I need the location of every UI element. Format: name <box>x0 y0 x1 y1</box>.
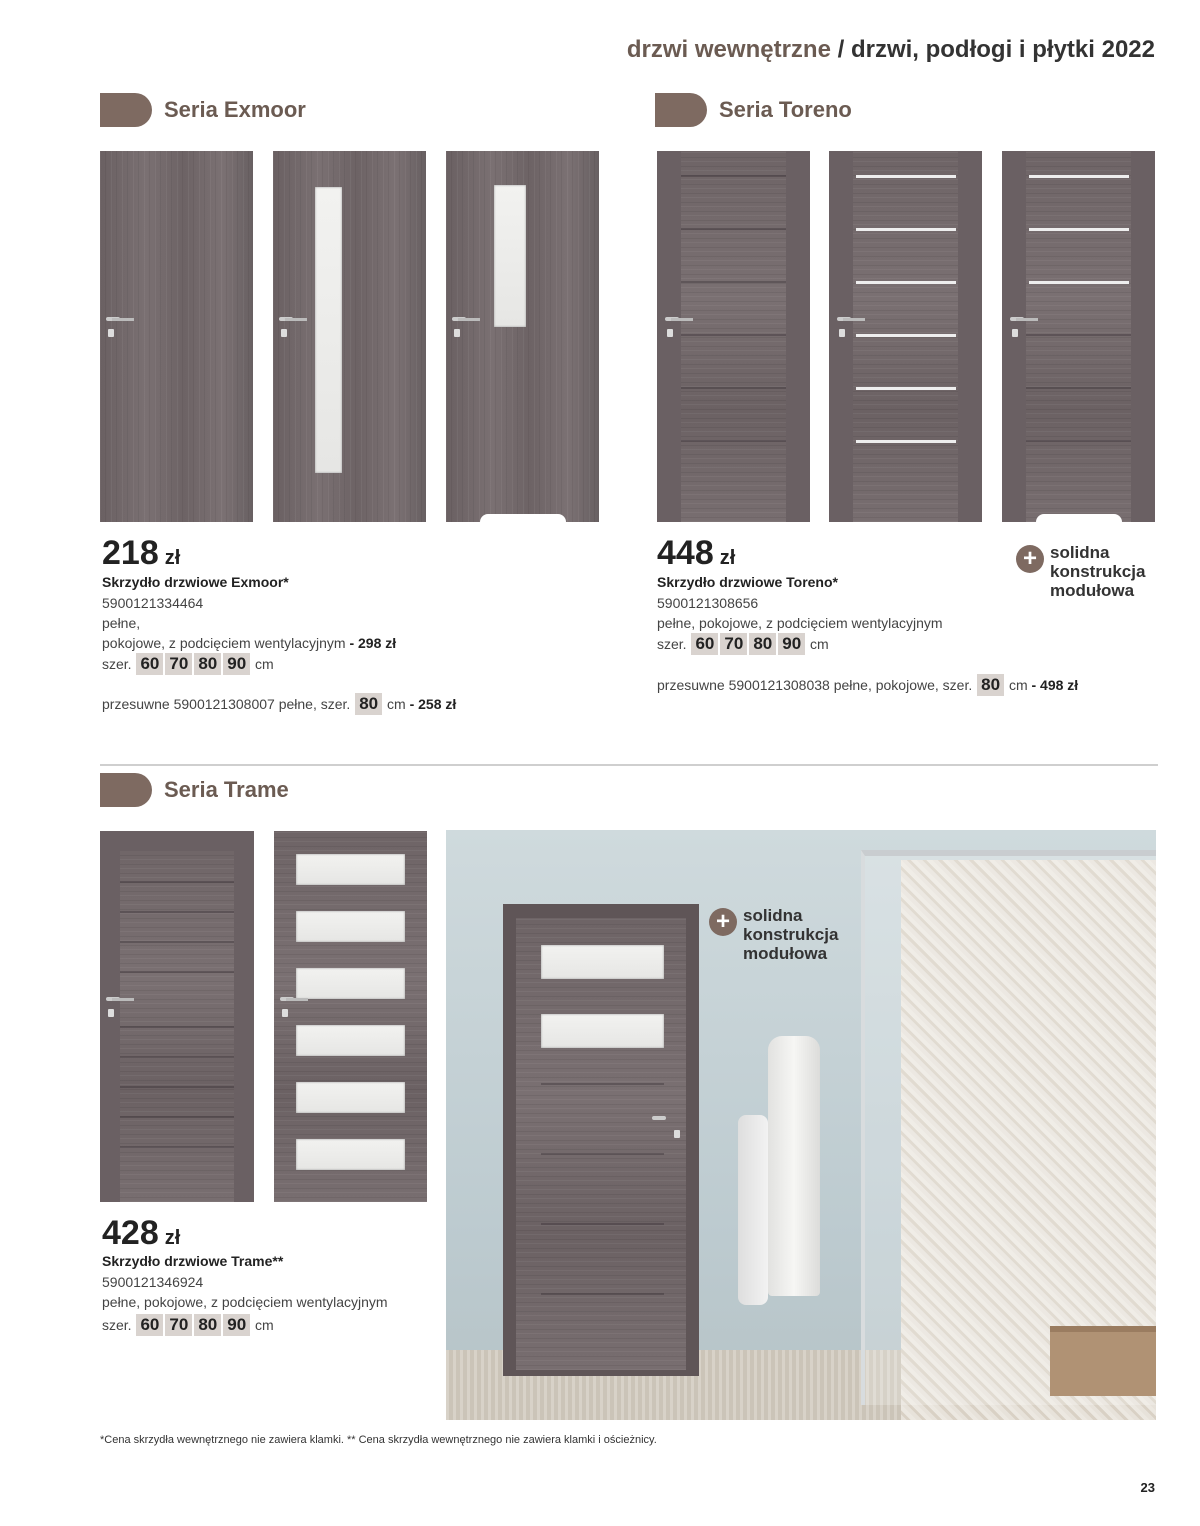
size-option: 60 <box>691 633 718 655</box>
door-trame-solid[interactable] <box>100 831 254 1202</box>
door-exmoor-solid[interactable] <box>100 151 253 522</box>
series-trame-heading <box>100 773 289 807</box>
toreno-variant: pełne, pokojowe, z podcięciem wentylacyjnym <box>657 615 943 631</box>
door-toreno-glass-strips[interactable] <box>829 151 982 522</box>
photo-wooden-stool <box>1050 1326 1156 1396</box>
page-number: 23 <box>1140 1480 1155 1495</box>
exmoor-variant-solid: pełne, <box>102 615 141 631</box>
header-catalog: drzwi, podłogi i płytki 2022 <box>850 36 1155 63</box>
plus-icon: + <box>709 908 737 936</box>
door-exmoor-glass[interactable] <box>273 151 426 522</box>
trame-product-name: Skrzydło drzwiowe Trame** <box>102 1253 284 1269</box>
toreno-sizes: szer. 60 70 80 90 cm <box>657 634 829 653</box>
size-option: 80 <box>194 1314 221 1336</box>
photo-towel <box>738 1115 768 1305</box>
trame-feature-badge: + solidna konstrukcja modułowa <box>709 906 838 963</box>
header-separator: / <box>830 36 851 63</box>
page-header <box>627 36 1155 64</box>
size-option: 80 <box>194 653 221 675</box>
toreno-product-name: Skrzydło drzwiowe Toreno* <box>657 574 838 590</box>
series-title: Seria Toreno <box>719 97 852 122</box>
door-exmoor-glass-sliding[interactable] <box>446 151 599 522</box>
size-option: 70 <box>165 1314 192 1336</box>
trame-sizes: szer. 60 70 80 90 cm <box>102 1315 274 1334</box>
series-tab-marker <box>655 93 707 127</box>
door-trame-glass[interactable] <box>274 831 427 1202</box>
size-option: 90 <box>223 653 250 675</box>
series-tab-marker <box>100 773 152 807</box>
door-toreno-glass-top[interactable] <box>1002 151 1155 522</box>
trame-price: 428 zł <box>102 1214 181 1252</box>
exmoor-price: 218 zł <box>102 534 181 572</box>
door-glass-pane <box>315 187 342 473</box>
series-title: Seria Trame <box>164 777 289 802</box>
toreno-sliding-info: przesuwne 5900121308038 pełne, pokojowe, szer. 80 cm - 498 zł <box>657 675 1079 694</box>
ventilation-undercut <box>1036 514 1122 522</box>
series-toreno-heading <box>655 93 852 127</box>
series-tab-marker <box>100 93 152 127</box>
size-option: 80 <box>749 633 776 655</box>
toreno-ean: 5900121308656 <box>657 595 759 611</box>
exmoor-sizes: szer. 60 70 80 90 cm <box>102 654 274 673</box>
exmoor-product-name: Skrzydło drzwiowe Exmoor* <box>102 574 289 590</box>
exmoor-variant-room: pokojowe, z podcięciem wentylacyjnym - 298 zł <box>102 635 397 651</box>
photo-door-trame <box>516 918 686 1370</box>
size-option: 70 <box>165 653 192 675</box>
photo-bathrobe <box>768 1036 820 1296</box>
toreno-feature-badge: + solidna konstrukcja modułowa <box>1016 543 1145 600</box>
door-toreno-solid[interactable] <box>657 151 810 522</box>
exmoor-sliding-info: przesuwne 5900121308007 pełne, szer. 80 cm - 258 zł <box>102 694 457 713</box>
series-exmoor-heading <box>100 93 306 127</box>
photo-shower-enclosure <box>861 850 1156 1405</box>
header-category: drzwi wewnętrzne <box>626 36 831 63</box>
ventilation-undercut <box>480 514 566 522</box>
size-option: 60 <box>136 653 163 675</box>
size-option: 90 <box>223 1314 250 1336</box>
size-option: 70 <box>720 633 747 655</box>
plus-icon: + <box>1016 545 1044 573</box>
trame-variant: pełne, pokojowe, z podcięciem wentylacyjnym <box>102 1294 388 1310</box>
toreno-price: 448 zł <box>657 534 736 572</box>
series-title: Seria Exmoor <box>164 97 306 122</box>
size-option: 90 <box>778 633 805 655</box>
door-glass-pane <box>494 185 526 327</box>
exmoor-ean: 5900121334464 <box>102 595 204 611</box>
size-option: 60 <box>136 1314 163 1336</box>
footnote: *Cena skrzydła wewnętrznego nie zawiera klamki. ** Cena skrzydła wewnętrznego nie zawiera klamki i ościeżnicy. <box>100 1434 657 1446</box>
section-divider <box>100 764 1158 766</box>
trame-ean: 5900121346924 <box>102 1274 204 1290</box>
